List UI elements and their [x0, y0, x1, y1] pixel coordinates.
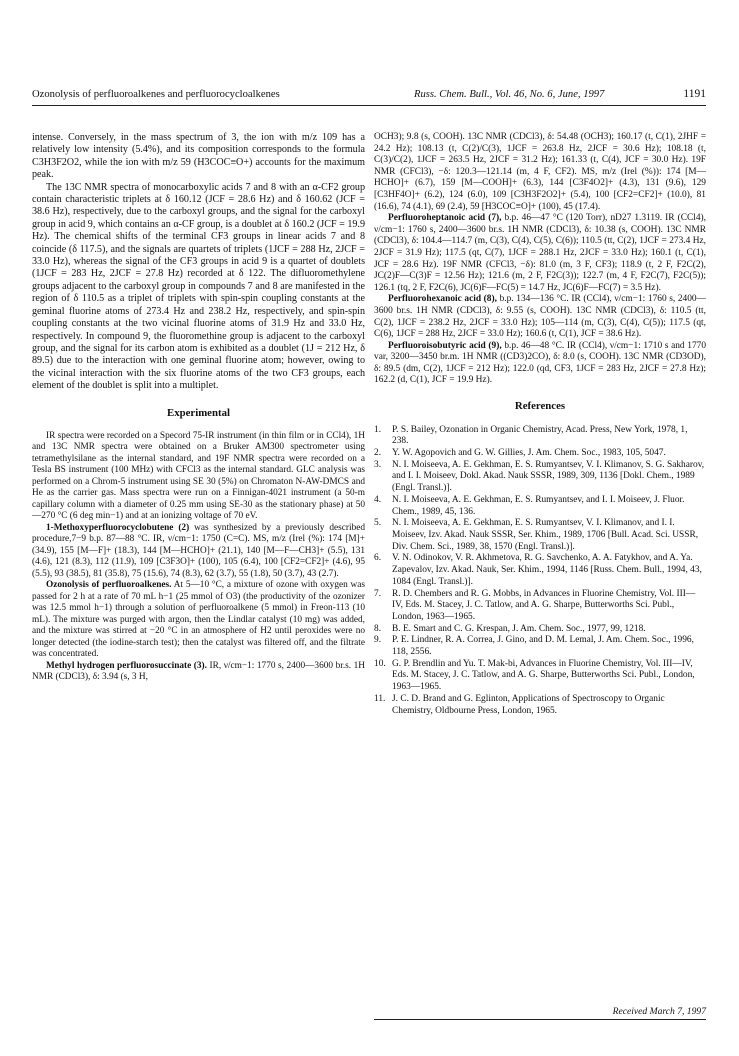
paragraph: [374, 213, 706, 294]
reference-text: N. I. Moiseeva, A. E. Gekhman, E. S. Rumyantsev, and I. I. Moiseev, J. Fluor. Chem., 1989, 45, 136.: [392, 494, 685, 517]
compound-heading: Perfluorohexanoic acid (8),: [388, 294, 497, 305]
reference-item: [374, 553, 706, 588]
paragraph: [374, 294, 706, 340]
paragraph: IR spectra were recorded on a Specord 75-IR instrument (in thin film or in CCl4), 1H and 13C NMR spectra were obtained on a Bruker AM300 spectrometer using tetramethylsilane as the internal standard, and 19F NMR spectra were recorded on a Tesla BS instrument (100 MHz) with CFCl3 as the internal standard. GLC analysis was performed on a Chrom-5 instrument using SE 30 (5%) on Chromaton N-AW-DMCS and He as the carrier gas. Mass spectra were run on a Finnigan-4021 instrument (a 50-m capillary column with a diameter of 0.25 mm using SE-30 as the stationary phase) at 50—270 °C (6 deg min−1) and at an ionizing voltage of 70 eV.: [32, 430, 365, 522]
paragraph: intense. Conversely, in the mass spectrum of 3, the ion with m/z 109 has a relatively low intensity (5.4%), and its composition corresponds to the formula C3H3F2O2, while the ion with m/z 59 (H3COC≡O+) accounts for the maximum peak.: [32, 132, 365, 181]
reference-number: 8.: [374, 623, 382, 634]
reference-item: [374, 448, 706, 460]
reference-item: [374, 425, 706, 448]
paragraph-text: was synthesized by a previously described procedure,7−9 b.p. 87—88 °C. IR, ν/cm−1: 1750 (C=C). MS, m/z (Irel (%): 174 [M]+ (34.9), 155 [M—F]+ (18.3), 144 [M—HCHO]+ (21.1), 140 [M—F—CH3]+ (5.5), 131 (4.6), 121 (8.3), 112 (11.9), 109 [C3F3O]+ (100), 105 (6.4), 100 [CF2=CF2]+ (4.6), 95 (5.5), 93 (38.5), 81 (35.8), 75 (15.6), 74 (8.3), 62 (3.7), 55 (1.8), 50 (3.7), 43 (2.7).: [32, 522, 365, 579]
reference-item: [374, 495, 706, 518]
reference-text: P. E. Lindner, R. A. Correa, J. Gino, and D. M. Lemal, J. Am. Chem. Soc., 1996, 118, 2556.: [392, 635, 694, 658]
paragraph-text: IR, ν/cm−1: 1770 s, 2400—3600 br.s. 1H NMR (CDCl3), δ: 3.94 (s, 3 H,: [32, 660, 366, 683]
left-column: [32, 132, 365, 684]
running-title: Ozonolysis of perfluoroalkenes and perfluorocycloalkenes: [32, 89, 280, 100]
reference-item: [374, 635, 706, 658]
reference-item: [374, 589, 706, 624]
reference-number: 5.: [374, 518, 382, 529]
section-heading-experimental: Experimental: [167, 406, 230, 419]
reference-text: R. D. Chembers and R. G. Mobbs, in Advances in Fluorine Chemistry, Vol. III—IV, Eds. M. Stacey, J. C. Tatlow, and A. G. Sharpe, Butterworths Sci. Publ., London, 1963—1965.: [392, 588, 696, 622]
reference-number: 10.: [374, 658, 386, 669]
paragraph-text: b.p. 46—47 °C (120 Torr), nD27 1.3119. IR (CCl4), ν/cm−1: 1760 s, 2400—3600 br.s. 1H NMR (CDCl3), δ: 10.38 (s, COOH). 13C NMR (CDCl3), δ: 104.4—114.7 (m, C(3), C(4), C(5), C(6)); 110.5 (tt, C(2), 1JCF = 273.4 Hz, 2JCF = 31.9 Hz); 117.5 (qt, C(7), 1JCF = 288.1 Hz, 2JCF = 33.0 Hz); 160.1 (t, C(1), JCF = 28.6 Hz). 19F NMR (CFCl3, −δ): 81.0 (m, 3 F, CF3); 118.9 (t, 2 F, F2C(2), JC(2)F—C(3)F = 12.56 Hz); 121.6 (m, 2 F, F2C(3)); 122.7 (m, 4 F, F2C(7), F2C(5)); 126.1 (tq, 2 F, F2C(6), JC(6)F—FC(5) = 14.7 Hz, JC(6)F—FC(7) = 3.5 Hz).: [374, 213, 706, 293]
reference-number: 3.: [374, 459, 382, 470]
paragraph: [32, 523, 365, 581]
reference-text: N. I. Moiseeva, A. E. Gekhman, E. S. Rumyantsev, V. I. Klimanov, S. G. Sakharov, and I. I. Moiseev, Dokl. Akad. Nauk SSSR, 1989, 309, 1136 [Dokl. Chem., 1989 (Engl. Transl.)].: [392, 459, 705, 494]
received-date: Received March 7, 1997: [374, 1006, 706, 1020]
reference-text: N. I. Moiseeva, A. E. Gekhman, E. S. Rumyantsev, V. I. Klimanov, and I. I. Moiseev, Izv. Akad. Nauk SSSR, Ser. Khim., 1989, 1706 [Bull. Acad. Sci. USSR, Div. Chem. Sci., 1989, 38, 1570 (Engl. Transl.)].: [392, 518, 699, 552]
running-header: [32, 88, 706, 106]
compound-heading: Perfluoroisobutyric acid (9),: [388, 340, 502, 351]
paragraph-text: b.p. 134—136 °C. IR (CCl4), ν/cm−1: 1760 s, 2400—3600 br.s. 1H NMR (CDCl3), δ: 9.55 (s, COOH). 13C NMR (CDCl3), δ: 110.5 (tt, C(2), 1JCF = 238.2 Hz, 2JCF = 33.0 Hz); 105—114 (m, C(3), C(4), C(5)); 117.5 (qt, C(6), 1JCF = 288 Hz, 2JCF = 33.0 Hz); 160.6 (t, C(1), JCF = 38.6 Hz).: [374, 294, 706, 340]
paragraph-text: At 5—10 °C, a mixture of ozone with oxygen was passed for 2 h at a rate of 70 mL h−1 (25 mmol of O3) (the productivity of the ozonizer was 12.5 mmol h−1) through a solution of perfluoroalkene (5 mmol) in Freon-113 (10 mL). The mixture was purged with argon, then the Lindlar catalyst (10 mg) was added, and the mixture was stirred at −20 °C in an atmosphere of H2 until peroxides were no longer detected (the iodine-starch test); then the catalyst was filtered off, and the filtrate was concentrated.: [32, 580, 365, 660]
section-heading-references: References: [514, 400, 566, 413]
reference-list: [374, 425, 706, 718]
paragraph: [374, 341, 706, 387]
right-column: [374, 132, 706, 717]
paragraph: The 13C NMR spectra of monocarboxylic acids 7 and 8 with an α-CF2 group contain characteristic triplets at δ 160.12 (JCF = 28.6 Hz) and δ 160.62 (JCF = 38.6 Hz), respectively, due to the carboxyl groups, and the signal for the carboxyl group in acid 9, which contains an α-CF group, is a doublet at δ 160.2 (JCF = 19.9 Hz). The chemical shifts of the terminal CF3 groups in linear acids 7 and 8 coincide (δ 117.5), and the signals are quartets of triplets (1JCF = 288 Hz, 2JCF = 33.0 Hz), whereas the signal of the CF3 groups in acid 9 is a quartet of doublets (1JCF = 283 Hz, 2JCF = 27.8 Hz) recorded at δ 122. The difluoromethylene groups adjacent to the carboxyl group in compounds 7 and 8 are manifested in the region of δ 110.5 as a triplet of triplets with spin-spin coupling constants at the geminal fluorine atoms of 273.4 Hz and 238.2 Hz, respectively, and spin-spin coupling constants at the two vicinal fluorine atoms of 31.9 Hz and 33.0 Hz, respectively. In compound 9, the fluoromethine group is adjacent to the carboxyl group, and the signal for its carbon atom is exhibited as a doublet (1J = 212 Hz, δ 89.5) due to the interaction with one geminal fluorine atom; however, owing to the vicinal interaction with the six fluorine atoms of the two CF3 groups, each element of the doublet is split into a multiplet.: [32, 181, 365, 392]
paragraph: OCH3); 9.8 (s, COOH). 13C NMR (CDCl3), δ: 54.48 (OCH3); 160.17 (t, C(1), 2JHF = 24.2 Hz); 108.13 (t, C(2)/C(3), 1JCF = 263.8 Hz, 2JCF = 30.6 Hz); 108.18 (t, C(3)/C(2), 1JCF = 263.5 Hz, 2JCF = 31.2 Hz); 161.33 (t, C(4), JCF = 30.0 Hz). 19F NMR (CFCl3), −δ: 120.3—121.14 (m, 4 F, CF2). MS, m/z (Irel (%)): 174 [M—HCHO]+ (6.7), 159 [M—COOH]+ (6.3), 144 [C3F4O2]+ (4.3), 131 (9.6), 129 [C3HF4O]+ (6.2), 124 (6.0), 109 [C3H3F2O2]+ (5.4), 100 [CF2=CF2]+ (10.0), 81 (16.6), 74 (4.1), 69 (2.4), 59 [H3COC≡O]+ (100), 45 (17.4).: [374, 132, 706, 212]
reference-text: J. C. D. Brand and G. Eglinton, Applications of Spectroscopy to Organic Chemistry, Oldbourne Press, London, 1965.: [392, 693, 665, 716]
procedure-heading: Ozonolysis of perfluoroalkenes.: [46, 580, 172, 591]
reference-number: 4.: [374, 494, 382, 505]
experimental-section: [32, 431, 365, 684]
paragraph: [32, 661, 365, 684]
reference-item: [374, 659, 706, 694]
reference-text: Y. W. Agopovich and G. W. Gillies, J. Am. Chem. Soc., 1983, 105, 5047.: [392, 448, 666, 459]
compound-heading: Methyl hydrogen perfluorosuccinate (3).: [46, 660, 207, 671]
journal-citation: Russ. Chem. Bull., Vol. 46, No. 6, June, 1997: [414, 89, 605, 100]
reference-item: [374, 460, 706, 495]
paragraph: [32, 580, 365, 661]
paragraph-text: b.p. 46—48 °C. IR (CCl4), ν/cm−1: 1710 s and 1770 var, 3200—3450 br.m. 1H NMR ((CD3)2CO), δ: 8.0 (s, COOH). 13C NMR (CD3OD), δ: 89.5 (dm, C(2), 1JCF = 212 Hz); 122.0 (qd, CF3, 1JCF = 283 Hz, 2JCF = 27.8 Hz); 162.2 (d, C(1), JCF = 19.9 Hz).: [374, 340, 707, 386]
reference-text: V. N. Odinokov, V. R. Akhmetova, R. G. Savchenko, A. A. Fatykhov, and A. Ya. Zapevalov, Izv. Akad. Nauk, Ser. Khim., 1994, 1146 [Russ. Chem. Bull., 1994, 43, 1084 (Engl. Transl.)].: [392, 553, 702, 587]
compound-heading: 1-Methoxyperfluorocyclobutene (2): [46, 522, 190, 533]
reference-number: 1.: [374, 424, 382, 435]
reference-number: 6.: [374, 553, 382, 564]
reference-text: B. E. Smart and C. G. Krespan, J. Am. Chem. Soc., 1977, 99, 1218.: [392, 623, 646, 634]
reference-number: 2.: [374, 448, 382, 459]
reference-item: [374, 694, 706, 717]
page-number: 1191: [683, 88, 706, 100]
reference-text: P. S. Bailey, Ozonation in Organic Chemistry, Acad. Press, New York, 1978, 1, 238.: [392, 424, 688, 447]
reference-item: [374, 518, 706, 553]
reference-number: 7.: [374, 588, 382, 599]
reference-text: G. P. Brendlin and Yu. T. Mak-bi, Advances in Fluorine Chemistry, Vol. III—IV, Eds. M. Stacey, J. C. Tatlow, and A. G. Sharpe, Butterworths Sci. Publ., London, 1963—1965.: [392, 658, 695, 693]
reference-item: [374, 624, 706, 636]
reference-number: 11.: [374, 693, 386, 704]
compound-heading: Perfluoroheptanoic acid (7),: [388, 213, 502, 224]
reference-number: 9.: [374, 635, 382, 646]
